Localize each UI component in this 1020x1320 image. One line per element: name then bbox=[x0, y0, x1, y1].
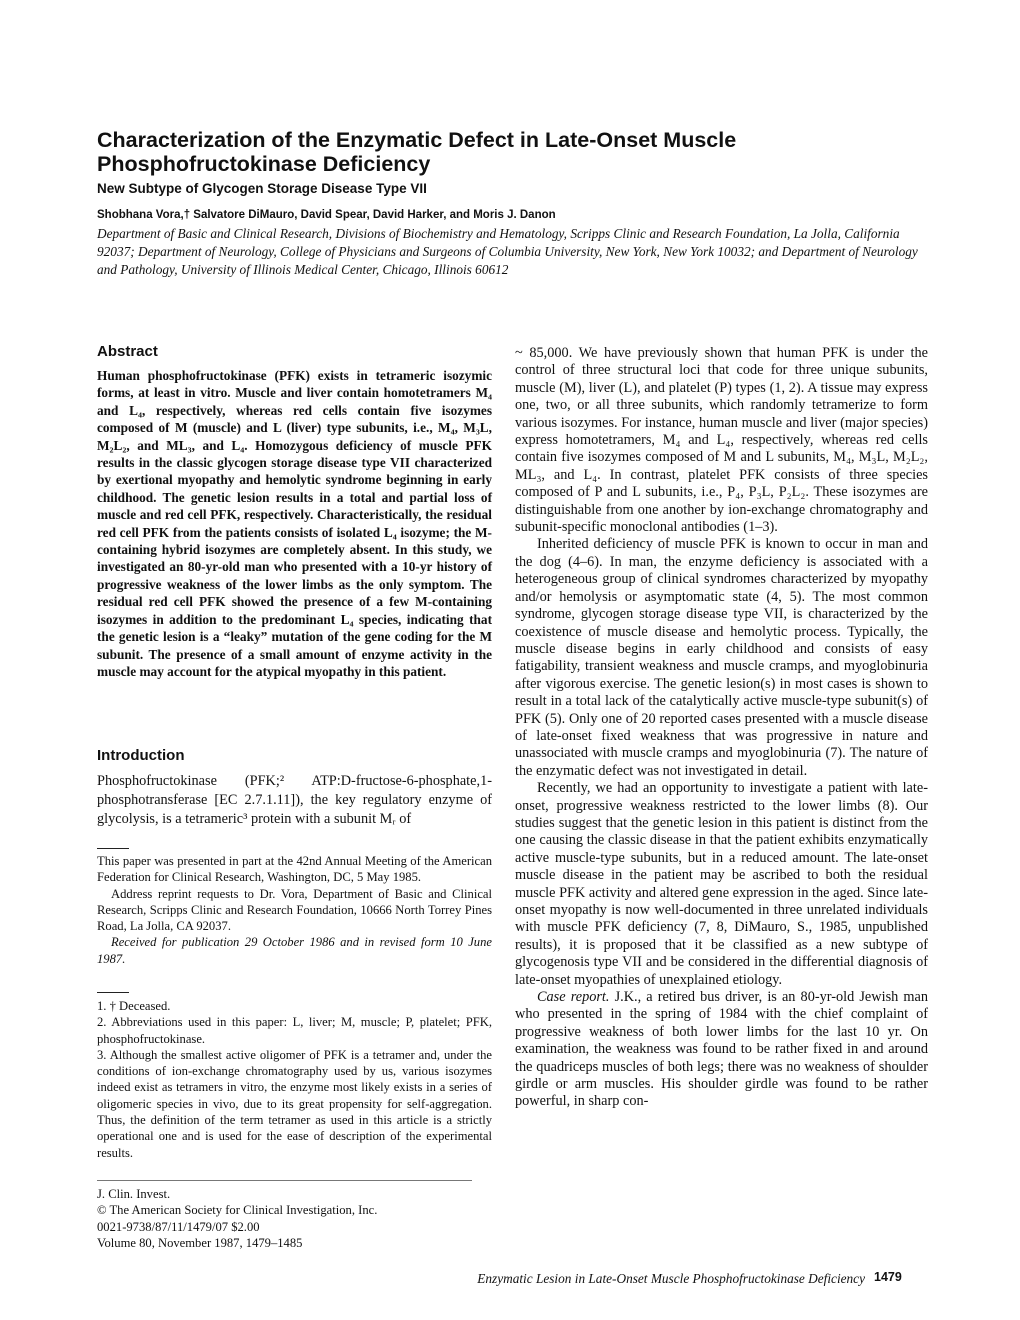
case-report-label: Case report. bbox=[537, 989, 610, 1006]
footnote-rule bbox=[97, 992, 129, 993]
author-list: Shobhana Vora,† Salvatore DiMauro, David Spear, David Harker, and Moris J. Danon bbox=[97, 209, 556, 221]
presentation-note: This paper was presented in part at the 42nd Annual Meeting of the American Federation for Clinical Research, Washington, DC, 5 May 1985. bbox=[97, 854, 492, 885]
body-paragraph: ~ 85,000. We have previously shown that human PFK is under the control of three structural loci that code for three unique subunits, muscle (M), liver (L), and platelet (P) types (1, 2). A tissue may express one, two, or all three subunits, which randomly tetramerize to form various isozymes. For instance, human muscle and liver (major species) express homotetramers, M₄ and L₄, respectively, whereas red cells contain five isozymes composed of M and L subunits, M₄, M₃L, M₂L₂, ML₃, and L₄. In contrast, platelet PFK consists of three species composed of P and L subunits, i.e., P₄, P₃L, P₂L₂. These isozymes are distinguishable from one another by ion-exchange chromatography and subunit-specific monoclonal antibodies (1–3). bbox=[515, 345, 928, 536]
reprint-note: Address reprint requests to Dr. Vora, Department of Basic and Clinical Research, Scripps Clinic and Research Foundation, 10666 North Torrey Pines Road, La Jolla, CA 92037. bbox=[97, 886, 492, 934]
article-subtitle: New Subtype of Glycogen Storage Disease Type VII bbox=[97, 181, 427, 196]
copyright-line: © The American Society for Clinical Investigation, Inc. bbox=[97, 1203, 378, 1218]
body-paragraph: Inherited deficiency of muscle PFK is known to occur in man and the dog (4–6). In man, the enzyme deficiency is associated with a heterogeneous group of clinical syndromes characterized by myopathy and/or hemolysis or asymptomatic state (4, 5). The most common syndrome, glycogen storage disease type VII, is characterized by the coexistence of muscle disease and hemolytic process. Typically, the muscle disease begins in early childhood and consists of easy fatigability, transient weakness and muscle cramps, and myoglobinuria after vigorous exercise. The genetic lesion(s) in most cases is shown to result in a total lack of the catalytically active muscle-type subunit(s) of PFK (5). Only one of 20 reported cases presented with a muscle disease of late-onset fixed weakness that was progressive in nature and unassociated with muscle cramps and myoglobinuria (7). The nature of the enzymatic defect was not investigated in detail. bbox=[515, 536, 928, 779]
introduction-text: Phosphofructokinase (PFK;² ATP:D-fructose-6-phosphate,1-phosphotransferase [EC 2.7.1.11]), the key regulatory enzyme of glycolysis, is a tetrameric³ protein with a subunit Mᵣ of bbox=[97, 773, 492, 828]
footnote: 3. Although the smallest active oligomer of PFK is a tetramer and, under the conditions of ion-exchange chromatography used by us, various isozymes indeed exist as tetramers in vitro, the enzyme most likely exists in a series of oligomeric species in vivo, due to its great propensity for self-aggregation. Thus, the definition of the term tetramer as used in this article is a strictly operational one and is used for the ease of description of the experimental results. bbox=[97, 1047, 492, 1160]
body-paragraph: Recently, we had an opportunity to investigate a patient with late-onset, progressive weakness restricted to the lower limbs (8). Our studies suggest that the genetic lesion in this patient is distinct from the one causing the classic disease in that the patient exhibits enzymatically active muscle-type subunits, but in a reduced amount. The late-onset muscle disease in the patient may be ascribed to both the residual muscle PFK activity and altered gene expression in the aged. Since late-onset myopathy is now well-documented in three unrelated individuals with muscle PFK deficiency (7, 8, DiMauro, S., 1985, unpublished results), it is proposed that it be classified as a new subtype of glycogenosis type VII and be considered in the differential diagnosis of late-onset myopathies of unexplained etiology. bbox=[515, 780, 928, 988]
front-notes bbox=[97, 853, 492, 967]
volume-line: Volume 80, November 1987, 1479–1485 bbox=[97, 1235, 303, 1250]
journal-info bbox=[97, 1186, 492, 1251]
footnote: 1. † Deceased. bbox=[97, 999, 171, 1013]
abstract-heading: Abstract bbox=[97, 343, 158, 360]
issn-line: 0021-9738/87/11/1479/07 $2.00 bbox=[97, 1219, 260, 1234]
author-affiliations: Department of Basic and Clinical Research, Divisions of Biochemistry and Hematology, Scripps Clinic and Research Foundation, La Jolla, California 92037; Department of Neurology, College of Physicians and Surgeons of Columbia University, New York, New York 10032; and Department of Neurology and Pathology, University of Illinois Medical Center, Chicago, Illinois 60612 bbox=[97, 226, 918, 277]
footnote-rule bbox=[97, 848, 129, 849]
journal-info-rule bbox=[97, 1180, 472, 1181]
case-report-text: J.K., a retired bus driver, is an 80-yr-old Jewish man who presented in the spring of 1984 with the chief complaint of progressive weakness of both lower limbs for the last 10 yr. On examination, the weakness was found to be rather fixed in and around the quadriceps muscles of both legs; there was no weakness of shoulder girdle or arm muscles. His shoulder girdle was found to be rather powerful, in sharp con- bbox=[515, 989, 928, 1110]
footnote: 2. Abbreviations used in this paper: L, liver; M, muscle; P, platelet; PFK, phosphofructokinase. bbox=[97, 1015, 492, 1046]
journal-name: J. Clin. Invest. bbox=[97, 1187, 171, 1201]
article-title: Characterization of the Enzymatic Defect in Late-Onset Muscle Phosphofructokinase Deficiency bbox=[97, 128, 737, 176]
received-note: Received for publication 29 October 1986 and in revised form 10 June 1987. bbox=[97, 935, 492, 966]
introduction-heading: Introduction bbox=[97, 747, 185, 764]
case-report-paragraph bbox=[515, 989, 928, 1111]
running-footer: Enzymatic Lesion in Late-Onset Muscle Phosphofructokinase Deficiency bbox=[477, 1271, 865, 1286]
right-column-text bbox=[515, 345, 928, 1111]
page-number: 1479 bbox=[874, 1270, 902, 1284]
abstract-text: Human phosphofructokinase (PFK) exists in tetrameric isozymic forms, at least in vitro. Muscle and liver contain homotetramers M₄ and L₄, respectively, whereas red cells contain five isozymes composed of M (muscle) and L (liver) type subunits, i.e., M₄, M₃L, M₂L₂, and ML₃, and L₄. Homozygous deficiency of muscle PFK results in the classic glycogen storage disease type VII characterized by exertional myopathy and hemolytic syndrome beginning in early childhood. The genetic lesion results in a total and partial loss of muscle and red cell PFK, respectively. Characteristically, the residual red cell PFK from the patients consists of isolated L₄ isozyme; the M-containing hybrid isozymes are completely absent. In this study, we investigated an 80-yr-old man who presented with a 10-yr history of progressive weakness of the lower limbs as the only symptom. The residual red cell PFK showed the presence of a few M-containing isozymes in addition to the predominant L₄ species, indicating that the genetic lesion is a “leaky” mutation of the gene coding for the M subunit. The presence of a small amount of enzyme activity in the muscle may account for the atypical myopathy in this patient. bbox=[97, 368, 492, 679]
footnotes bbox=[97, 998, 492, 1161]
